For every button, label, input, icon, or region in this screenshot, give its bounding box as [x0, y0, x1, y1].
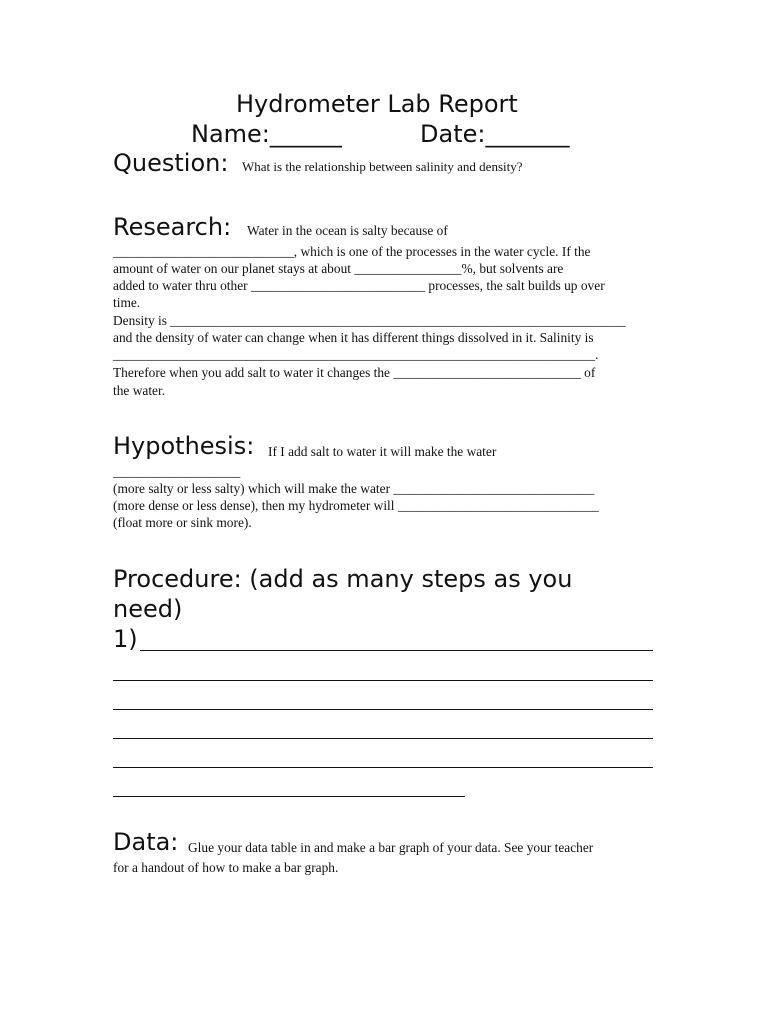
procedure-heading-continued: need) [113, 595, 183, 623]
procedure-step-number: 1) [113, 625, 138, 653]
hypothesis-line: If I add salt to water it will make the water [268, 444, 497, 459]
research-line: ___________________________, which is one of the processes in the water cycle. If the [113, 244, 591, 259]
research-line: Water in the ocean is salty because of [247, 223, 448, 238]
hypothesis-line: (more salty or less salty) which will make the water ______________________________ [113, 481, 595, 496]
research-line: Density is ____________________________________________________________________ [113, 313, 626, 328]
procedure-answer-line [140, 650, 653, 651]
procedure-heading: Procedure: (add as many steps as you [113, 565, 573, 593]
research-line: added to water thru other __________________________ processes, the salt builds up over [113, 278, 605, 293]
research-line: Therefore when you add salt to water it changes the ____________________________ of [113, 365, 596, 380]
hypothesis-heading: Hypothesis: [113, 432, 255, 460]
research-line: and the density of water can change when it has different things dissolved in it. Salinity is [113, 330, 594, 345]
date-field-label: Date:_______ [420, 120, 570, 148]
procedure-answer-line [113, 796, 465, 797]
procedure-answer-line [113, 709, 653, 710]
research-line: amount of water on our planet stays at about ________________%, but solvents are [113, 261, 564, 276]
name-field-label: Name:______ [191, 120, 342, 148]
hypothesis-line: (more dense or less dense), then my hydrometer will ______________________________ [113, 498, 599, 513]
data-instructions: Glue your data table in and make a bar graph of your data. See your teacher [188, 840, 594, 855]
question-text: What is the relationship between salinity and density? [242, 159, 523, 174]
hypothesis-line: ___________________ [113, 464, 241, 479]
hypothesis-line: (float more or sink more). [113, 515, 252, 530]
research-line: the water. [113, 383, 166, 398]
data-instructions: for a handout of how to make a bar graph. [113, 860, 339, 875]
procedure-answer-line [113, 680, 653, 681]
page-title: Hydrometer Lab Report [236, 90, 518, 118]
procedure-answer-line [113, 767, 653, 768]
research-line: ________________________________________________________________________. [113, 347, 599, 362]
data-heading: Data: [113, 828, 179, 856]
question-heading: Question: [113, 149, 229, 177]
procedure-answer-line [113, 738, 653, 739]
research-heading: Research: [113, 213, 232, 241]
research-line: time. [113, 295, 141, 310]
